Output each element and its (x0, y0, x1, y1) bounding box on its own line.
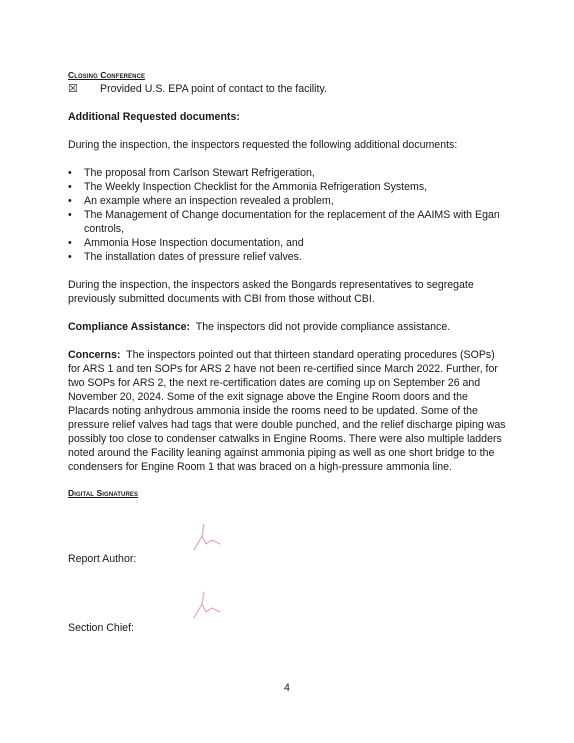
additional-documents-intro: During the inspection, the inspectors requested the following additional documents: (68, 139, 458, 151)
compliance-label: Compliance Assistance: (68, 321, 191, 333)
concerns-label: Concerns: (68, 349, 121, 361)
digital-signatures-heading: Digital Signatures (68, 488, 139, 498)
compliance-paragraph (68, 320, 508, 334)
section-chief-label: Section Chief: (68, 622, 134, 634)
list-item: • Ammonia Hose Inspection documentation, and (68, 237, 304, 249)
closing-conference-heading: Closing Conference (68, 70, 146, 80)
list-item: • The Weekly Inspection Checklist for the Ammonia Refrigeration Systems, (68, 181, 428, 193)
closing-conference-item (68, 82, 508, 96)
list-item: • The installation dates of pressure relief valves. (68, 251, 302, 263)
concerns-paragraph (68, 348, 508, 474)
chief-signature-icon (190, 590, 226, 622)
list-item: • An example where an inspection revealed a problem, (68, 195, 334, 207)
concerns-text: The inspectors pointed out that thirteen standard operating procedures (SOPs) for ARS 1 and ten SOPs for ARS 2 have not been re-certified since March 2022. Further, for two SOPs for ARS 2, the next re-certification dates are coming up on September 26 and November 20, 2024. Some of the exit signage above the Engine Room doors and the Placards noting anhydrous ammonia inside the rooms need to be updated. Some of the pressure relief valves had tags that were double punched, and the relief discharge piping was possibly too close to condenser catwalks in Engine Rooms. There were also multiple ladders noted around the Facility leaning against ammonia piping as well as one short bridge to the condensers for Engine Room 1 that was braced on a high-pressure ammonia line. (68, 349, 506, 473)
list-item: • The Management of Change documentation for the replacement of the AAIMS with Egan controls, (68, 209, 500, 235)
closing-conference-text: Provided U.S. EPA point of contact to the facility. (100, 83, 327, 95)
requested-documents-list (68, 166, 508, 264)
list-item: • The proposal from Carlson Stewart Refrigeration, (68, 167, 315, 179)
cbi-note: During the inspection, the inspectors asked the Bongards representatives to segregate previously submitted documents with CBI from those without CBI. (68, 279, 474, 305)
additional-documents-heading: Additional Requested documents: (68, 111, 240, 123)
author-signature-icon (190, 522, 226, 554)
compliance-text: The inspectors did not provide compliance assistance. (195, 321, 451, 333)
page-number: 4 (284, 682, 290, 694)
report-author-label: Report Author: (68, 553, 137, 565)
checked-box-icon: ☒ (68, 83, 78, 95)
